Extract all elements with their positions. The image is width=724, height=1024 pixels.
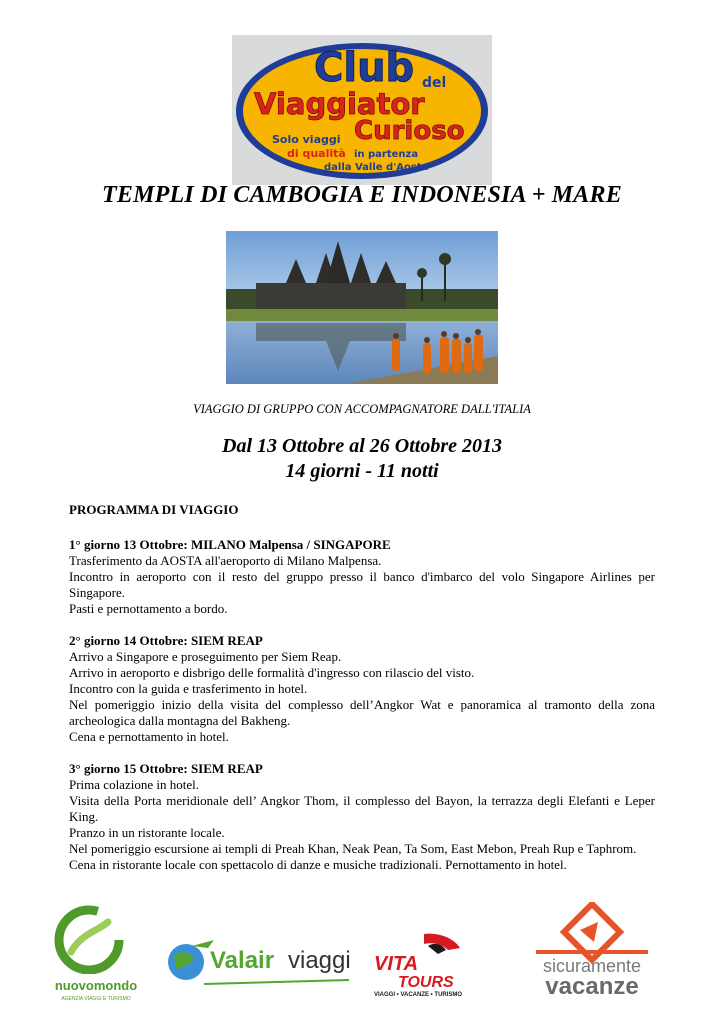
nuovomondo-logo <box>46 904 146 1008</box>
day-line: Pasti e pernottamento a bordo. <box>69 601 228 616</box>
day-3 <box>69 761 655 873</box>
day-line: Arrivo a Singapore e proseguimento per Siem Reap. <box>69 649 342 664</box>
logo-tagline-1: Solo viaggi <box>272 133 341 146</box>
day-line: Pranzo in un ristorante locale. <box>69 825 225 840</box>
sicuramente-word: sicuramente <box>542 956 642 976</box>
nuovomondo-tagline: AGENZIA VIAGGI E TURISMO <box>61 996 131 1002</box>
day-line: Cena e pernottamento in hotel. <box>69 729 229 744</box>
day-line: Nel pomeriggio inizio della visita del complesso dell’Angkor Wat e panoramica al tramonto della zona archeologica dalla montagna del Bakheng. <box>69 697 655 728</box>
logo-word-club: Club <box>314 45 415 91</box>
day-title: 3° giorno 15 Ottobre: SIEM REAP <box>69 761 263 776</box>
logo-word-viaggiator: Viaggiator <box>254 87 425 121</box>
day-line: Cena in ristorante locale con spettacolo di danze e musiche tradizionali. Pernottamento in hotel. <box>69 857 567 872</box>
partner-logos <box>0 900 724 1010</box>
trip-dates <box>0 434 724 484</box>
logo-tagline-2b: in partenza <box>354 149 419 160</box>
day-line: Arrivo in aeroporto e disbrigo delle formalità d'ingresso con rilascio del visto. <box>69 665 475 680</box>
trip-duration: 14 giorni - 11 notti <box>285 460 439 482</box>
day-1 <box>69 537 655 617</box>
day-title: 2° giorno 14 Ottobre: SIEM REAP <box>69 633 263 648</box>
vita-tours-logo <box>368 932 478 998</box>
vacanze-word: vacanze <box>545 973 639 1000</box>
day-line: Visita della Porta meridionale dell’ Angkor Thom, il complesso del Bayon, la terrazza degli Elefanti e Leper King. <box>69 793 655 824</box>
logo-word-curioso: Curioso <box>354 116 465 146</box>
trip-subtitle: VIAGGIO DI GRUPPO CON ACCOMPAGNATORE DALL'ITALIA <box>193 402 531 416</box>
valair-brand: Valair <box>210 947 275 974</box>
club-viaggiator-curioso-logo <box>232 35 492 185</box>
date-range: Dal 13 Ottobre al 26 Ottobre 2013 <box>222 435 502 457</box>
valair-suffix: viaggi <box>288 947 351 974</box>
day-line: Incontro in aeroporto con il resto del gruppo presso il banco d'imbarco del volo Singapore Airlines per Singapore. <box>69 569 655 600</box>
valair-viaggi-logo <box>164 936 354 992</box>
day-line: Incontro con la guida e trasferimento in hotel. <box>69 681 308 696</box>
vita-word: VITA <box>374 953 419 975</box>
program-heading: PROGRAMMA DI VIAGGIO <box>69 502 239 517</box>
page-title: TEMPLI DI CAMBOGIA E INDONESIA + MARE <box>102 182 622 208</box>
sicuramente-vacanze-logo <box>528 902 656 1002</box>
logo-tagline-2a: di qualità <box>287 147 346 160</box>
vita-tagline: VIAGGI • VACANZE • TURISMO <box>374 992 463 998</box>
nuovomondo-name: nuovomondo <box>54 978 138 993</box>
day-line: Trasferimento da AOSTA all'aeroporto di Milano Malpensa. <box>69 553 382 568</box>
angkor-wat-photo <box>226 231 498 384</box>
logo-tagline-3: dalla Valle d'Aosta <box>324 162 429 173</box>
day-title: 1° giorno 13 Ottobre: MILANO Malpensa / SINGAPORE <box>69 537 391 552</box>
day-line: Prima colazione in hotel. <box>69 777 199 792</box>
program-section <box>69 502 655 889</box>
day-2 <box>69 633 655 745</box>
day-line: Nel pomeriggio escursione ai templi di Preah Khan, Neak Pean, Ta Som, East Mebon, Preah Rup e Taphrom. <box>69 841 637 856</box>
tours-word: TOURS <box>398 974 454 991</box>
logo-word-del: del <box>422 75 447 91</box>
